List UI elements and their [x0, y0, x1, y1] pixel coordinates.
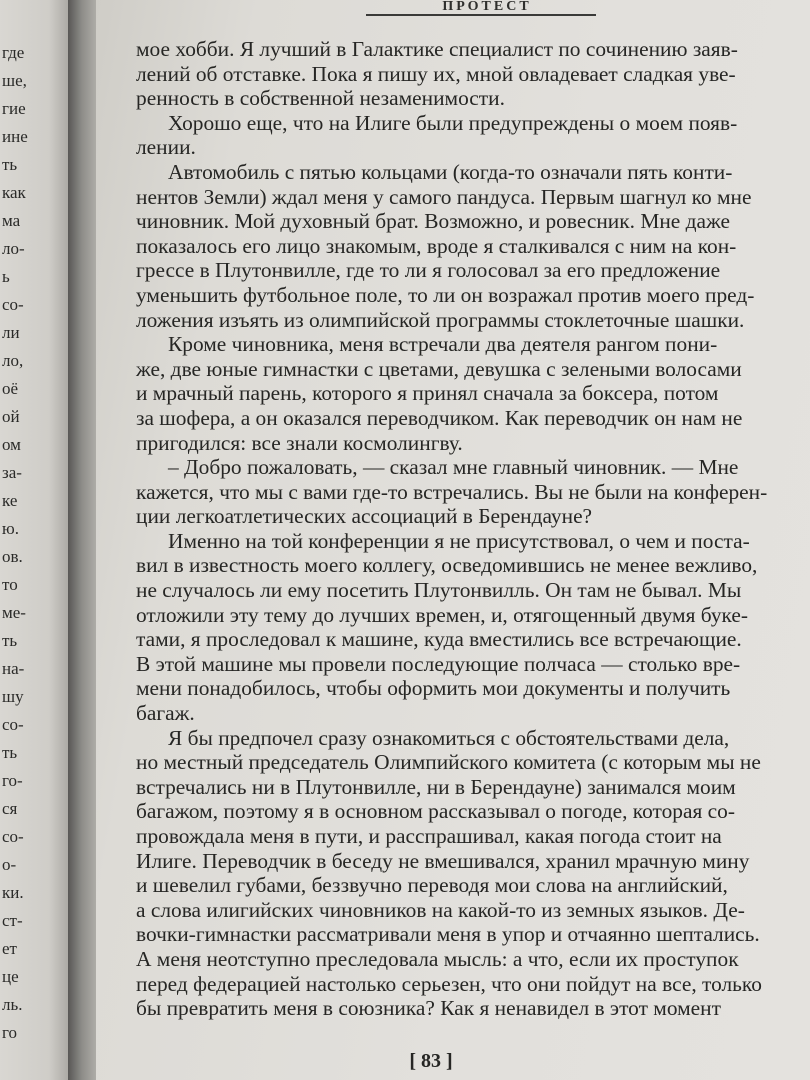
text-line: не случалось ли ему посетить Плутонвилль. Он там не бывал. Мы — [136, 578, 742, 603]
left-page-fragment: о- — [2, 855, 17, 874]
left-page-fragment: ине — [2, 127, 28, 146]
text-line: ренность в собственной незаменимости. — [136, 86, 505, 111]
left-page-fragment: ки. — [2, 883, 24, 902]
left-page-fragment: со- — [2, 827, 24, 846]
text-line: багаж. — [136, 701, 195, 726]
paragraph — [136, 332, 796, 455]
text-line: мени понадобилось, чтобы оформить мои документы и получить — [136, 676, 731, 701]
text-line: Автомобиль с пятью кольцами (когда-то означали пять конти- — [168, 159, 733, 184]
left-page-fragment: ет — [2, 939, 17, 958]
text-line: уменьшить футбольное поле, то ли он возражал против моего пред- — [136, 282, 755, 307]
text-line: Я бы предпочел сразу ознакомиться с обстоятельствами дела, — [168, 725, 730, 750]
text-line: В этой машине мы провели последующие полчаса — столько вре- — [136, 651, 741, 676]
text-line: лении. — [136, 135, 196, 160]
text-line: А меня неотступно преследовала мысль: а что, если их проступок — [136, 946, 739, 971]
text-line: и мрачный парень, которого я принял сначала за боксера, потом — [136, 381, 719, 406]
text-line: мое хобби. Я лучший в Галактике специалист по сочинению заяв- — [136, 37, 738, 61]
left-page-fragment: ше, — [2, 71, 27, 90]
left-page-fragment: то — [2, 575, 18, 594]
text-line: бы превратить меня в союзника? Как я ненавидел в этот момент — [136, 996, 721, 1021]
left-page-fragment: ь — [2, 267, 10, 286]
text-line: Кроме чиновника, меня встречали два деятеля рангом пони- — [168, 332, 718, 357]
text-line: кажется, что мы с вами где-то встречались. Вы не были на конферен- — [136, 479, 768, 504]
text-line: чиновник. Мой духовный брат. Возможно, и ровесник. Мне даже — [136, 209, 730, 234]
left-page-fragment: го- — [2, 771, 23, 790]
left-page-fragment: го — [2, 1023, 18, 1042]
text-line: но местный председатель Олимпийского комитета (с которым мы не — [136, 750, 761, 775]
left-page-fragment: на- — [2, 659, 25, 678]
left-page-fragment: ся — [2, 799, 18, 818]
left-page-fragment: ю. — [2, 519, 19, 538]
left-page-fragment: ль. — [2, 995, 23, 1014]
text-line: ции легкоатлетических ассоциаций в Берендауне? — [136, 504, 593, 529]
left-page-fragment: ли — [2, 323, 20, 342]
left-page-fragment: ом — [2, 435, 21, 454]
text-line: Именно на той конференции я не присутствовал, о чем и поста- — [168, 528, 750, 553]
paragraph — [136, 455, 796, 529]
paragraph — [136, 726, 796, 1021]
text-line: лений об отставке. Пока я пишу их, мной овладевает сладкая уве- — [136, 61, 736, 86]
text-line: перед федерацией настолько серьезен, что они пойдут на все, только — [136, 971, 762, 996]
left-page-fragment: ов. — [2, 547, 23, 566]
left-page-fragment: ке — [2, 491, 18, 510]
left-page-fragment: со- — [2, 295, 24, 314]
left-page-fragment: со- — [2, 715, 24, 734]
book-page — [96, 0, 810, 1080]
left-page-fragment: ме- — [2, 603, 26, 622]
text-line: – Добро пожаловать, — сказал мне главный чиновник. — Мне — [168, 455, 739, 480]
left-page-fragment: ть — [2, 743, 18, 762]
text-line: грессе в Плутонвилле, где то ли я голосовал за его предложение — [136, 258, 721, 283]
text-line: показалось его лицо знакомым, вроде я сталкивался с ним на кон- — [136, 233, 737, 258]
text-line: Илиге. Переводчик в беседу не вмешивался, хранил мрачную мину — [136, 848, 750, 873]
paragraph — [136, 160, 796, 332]
text-line: же, две юные гимнастки с цветами, девушка с зелеными волосами — [136, 356, 742, 381]
text-line: и шевелил губами, беззвучно переводя мои слова на английский, — [136, 873, 728, 898]
text-line: нентов Земли) ждал меня у самого пандуса. Первым шагнул ко мне — [136, 184, 752, 209]
paragraph — [136, 37, 796, 111]
left-page-fragment: ма — [2, 211, 21, 230]
left-page-fragment: гие — [2, 99, 26, 118]
left-page-fragment: ой — [2, 407, 20, 426]
left-page-fragment: ст- — [2, 911, 23, 930]
page-number: [ 83 ] — [409, 1050, 453, 1072]
text-line: вил в известность моего коллегу, осведомившись не менее вежливо, — [136, 553, 758, 578]
text-line: вочки-гимнастки рассматривали меня в упор и отчаянно шептались. — [136, 922, 760, 947]
left-page-fragment: ть — [2, 155, 18, 174]
paragraph — [136, 529, 796, 726]
running-head-rule — [366, 14, 596, 16]
text-line: провождала меня в пути, и расспрашивал, какая погода стоит на — [136, 824, 722, 848]
text-line: багажом, поэтому я в основном рассказывал о погоде, которая со- — [136, 799, 735, 824]
paragraph — [136, 111, 796, 160]
left-page-fragment: за- — [2, 463, 22, 482]
left-page-fragment: шу — [2, 687, 24, 706]
text-line: отложили эту тему до лучших времен, и, отягощенный двумя буке- — [136, 602, 749, 627]
text-line: ложения изъять из олимпийской программы стоклеточные шашки. — [136, 307, 745, 332]
left-page-fragment: как — [2, 183, 26, 202]
left-page-fragment: ло- — [2, 239, 25, 258]
text-line: тами, я проследовал к машине, куда вместились все встречающие. — [136, 627, 742, 652]
left-page-fragment: где — [2, 43, 25, 62]
previous-page-edge — [0, 0, 70, 1080]
running-head: ПРОТЕСТ — [442, 0, 532, 14]
left-page-fragment: це — [2, 967, 19, 986]
text-line: а слова илигийских чиновников на какой-то из земных языков. Де- — [136, 897, 745, 922]
text-line: встречались ни в Плутонвилле, ни в Берендауне) занимался моим — [136, 774, 736, 799]
text-line: пригодился: все знали космолингву. — [136, 430, 463, 455]
page-body-text — [136, 37, 796, 1021]
text-line: Хорошо еще, что на Илиге были предупреждены о моем появ- — [168, 110, 738, 135]
left-page-fragment: ть — [2, 631, 18, 650]
left-page-fragment: оё — [2, 379, 19, 398]
text-line: за шофера, а он оказался переводчиком. Как переводчик он нам не — [136, 405, 743, 430]
left-page-fragment: ло, — [2, 351, 24, 370]
